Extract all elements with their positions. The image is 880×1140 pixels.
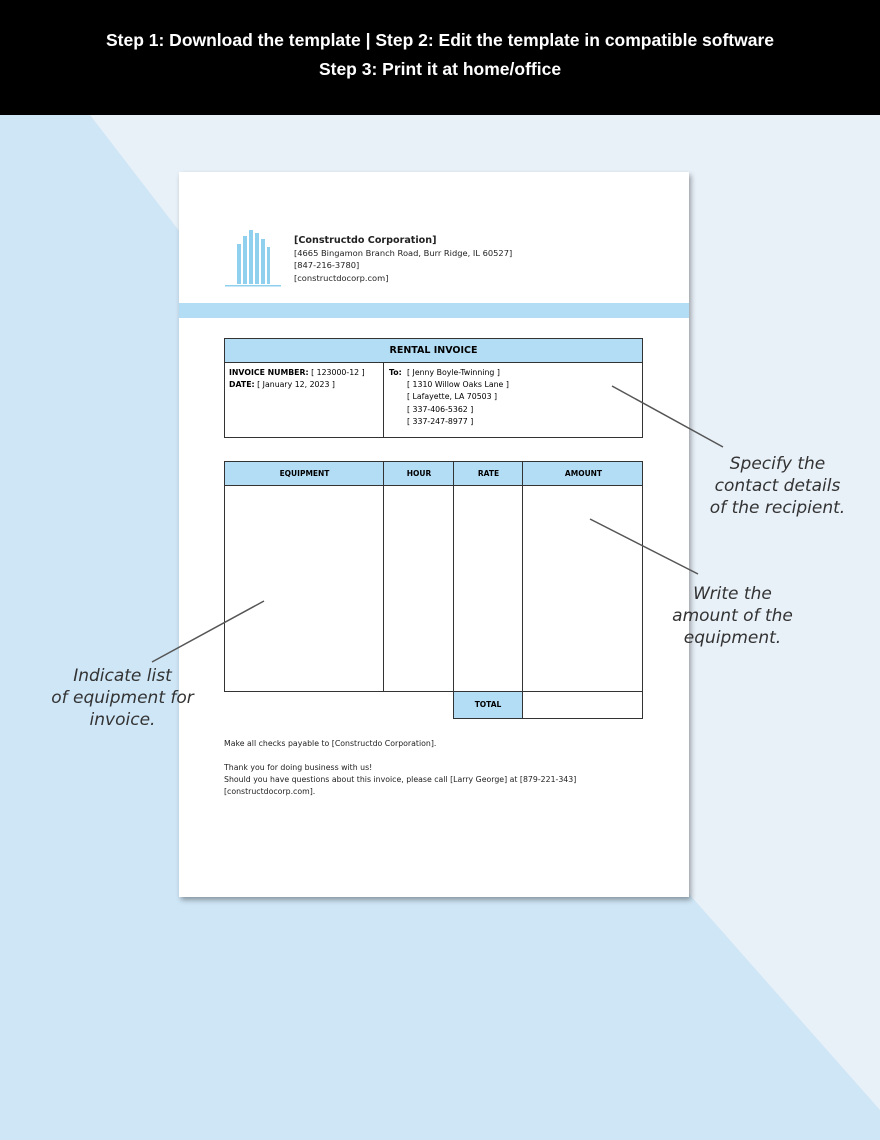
- invoice-number-label: INVOICE NUMBER:: [229, 368, 309, 377]
- header-hour: HOUR: [406, 469, 432, 478]
- date-label: DATE:: [229, 380, 255, 389]
- recipient-name[interactable]: [ Jenny Boyle-Twinning ]: [407, 368, 500, 377]
- checks-note: Make all checks payable to [Constructdo Corporation].: [224, 739, 437, 748]
- total-label: TOTAL: [453, 691, 523, 719]
- to-label: To:: [389, 368, 402, 377]
- banner-line-2: Step 3: Print it at home/office: [318, 59, 562, 79]
- questions-note: Should you have questions about this invoice, please call [Larry George] at [879-221-343]: [224, 775, 577, 784]
- company-address: [4665 Bingamon Branch Road, Burr Ridge, IL 60527]: [294, 248, 513, 259]
- annotation-amount: Write the amount of the equipment.: [672, 584, 793, 648]
- company-phone: [847-216-3780]: [294, 260, 360, 271]
- annotation-equipment: Indicate list of equipment for invoice.: [51, 666, 194, 730]
- header-rate: RATE: [477, 469, 500, 478]
- recipient-city[interactable]: [ Lafayette, LA 70503 ]: [407, 392, 498, 402]
- recipient-phone-1[interactable]: [ 337-406-5362 ]: [407, 404, 474, 414]
- banner-line-1: Step 1: Download the template | Step 2: Edit the template in compatible software: [105, 30, 775, 50]
- recipient-street[interactable]: [ 1310 Willow Oaks Lane ]: [407, 380, 509, 390]
- header-equipment: EQUIPMENT: [279, 469, 330, 478]
- annotation-contact: Specify the contact details of the recipient.: [709, 454, 846, 518]
- invoice-number[interactable]: [ 123000-12 ]: [311, 368, 365, 377]
- company-website: [constructdocorp.com]: [294, 272, 389, 283]
- invoice-title: RENTAL INVOICE: [225, 339, 642, 363]
- company-name: [Constructdo Corporation]: [294, 235, 437, 246]
- header-amount: AMOUNT: [564, 469, 603, 478]
- recipient-phone-2[interactable]: [ 337-247-8977 ]: [407, 416, 474, 426]
- website-note: [constructdocorp.com].: [224, 787, 316, 796]
- invoice-date[interactable]: [ January 12, 2023 ]: [257, 380, 335, 389]
- thanks-note: Thank you for doing business with us!: [224, 763, 373, 772]
